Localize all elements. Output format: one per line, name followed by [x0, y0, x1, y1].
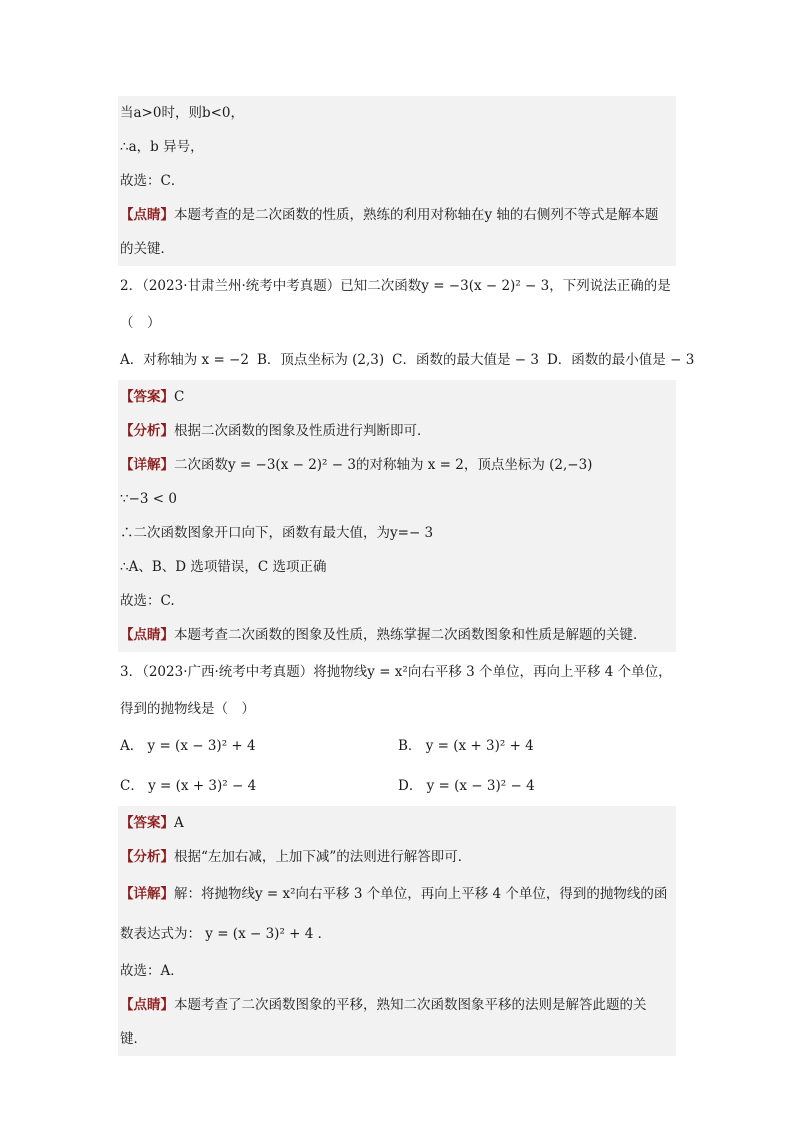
analysis-tag: 【分析】 — [120, 849, 174, 865]
solution-line: 当a>0时，则b<0， — [120, 105, 244, 121]
question-2-options — [118, 340, 695, 380]
detail-text: 二次函数y = −3(x − 2)² − 3的对称轴为 x = 2，顶点坐标为 (2,−3) — [174, 457, 593, 473]
comment-line-cont: 键． — [120, 1031, 147, 1047]
option-d: D．函数的最小值是 − 3 — [546, 352, 695, 368]
comment-line — [118, 198, 676, 232]
detail-text: 解：将抛物线y = x²向右平移 3 个单位，再向上平移 4 个单位，得到的抛物线的函 — [174, 886, 668, 902]
detail-tag: 【详解】 — [120, 886, 174, 902]
option-a: A． y = (x − 3)² + 4 — [120, 738, 256, 754]
option-b: B．顶点坐标为 (2,3) — [256, 352, 385, 368]
analysis-tag: 【分析】 — [120, 423, 174, 439]
solution-line: 故选：A． — [120, 963, 184, 979]
comment-line — [118, 618, 676, 652]
solution-block-2 — [118, 380, 676, 652]
question-3-options-row-2 — [118, 766, 676, 806]
analysis-line — [118, 840, 676, 874]
solution-line: ∵−3 < 0 — [120, 491, 177, 507]
solution-line: ∴a，b 异号， — [120, 139, 204, 155]
answer-tag: 【答案】 — [120, 389, 174, 405]
solution-block-3 — [118, 806, 676, 1056]
solution-line: 故选：C. — [120, 593, 175, 609]
comment-tag: 【点睛】 — [120, 207, 174, 223]
answer-tag: 【答案】 — [120, 815, 174, 831]
comment-text: 本题考查了二次函数图象的平移，熟知二次函数图象平移的法则是解答此题的关 — [174, 997, 647, 1013]
solution-line: ∴二次函数图象开口向下，函数有最大值，为y=− 3 — [120, 525, 434, 541]
comment-line — [118, 988, 676, 1022]
solution-line: ∴A、B、D 选项错误，C 选项正确 — [120, 559, 327, 575]
option-c: C． y = (x + 3)² − 4 — [120, 778, 257, 794]
solution-line: 故选：C． — [120, 173, 185, 189]
comment-line: 的关键． — [120, 241, 174, 257]
analysis-text: 根据“左加右减，上加下减”的法则进行解答即可． — [174, 849, 472, 865]
comment-tag: 【点睛】 — [120, 997, 174, 1013]
answer-value: A — [174, 815, 184, 831]
option-b: B． y = (x + 3)² + 4 — [398, 738, 534, 754]
answer-line — [118, 806, 676, 840]
option-d: D． y = (x − 3)² − 4 — [398, 778, 535, 794]
detail-line — [118, 874, 676, 914]
option-a: A．对称轴为 x = −2 — [120, 352, 249, 368]
comment-text: 本题考查二次函数的图象及性质，熟练掌握二次函数图象和性质是解题的关键． — [174, 627, 647, 643]
option-c: C．函数的最大值是 − 3 — [392, 352, 539, 368]
answer-line — [118, 380, 676, 414]
detail-line-cont: 数表达式为： y = (x − 3)² + 4 ． — [120, 926, 332, 942]
detail-tag: 【详解】 — [120, 457, 174, 473]
analysis-line — [118, 414, 676, 448]
question-2-stem: 2．（2023·甘肃兰州·统考中考真题）已知二次函数y = −3(x − 2)² − 3，下列说法正确的是 — [120, 278, 671, 294]
solution-block-1 — [118, 96, 676, 266]
document-page — [118, 96, 695, 1056]
comment-text: 本题考查的是二次函数的性质，熟练的利用对称轴在y 轴的右侧列不等式是解本题 — [174, 207, 659, 223]
question-3-stem-cont: 得到的抛物线是（ ） — [120, 701, 255, 717]
question-2-paren: （ ） — [120, 315, 161, 331]
comment-tag: 【点睛】 — [120, 627, 174, 643]
question-3-options-row-1 — [118, 726, 676, 766]
answer-value: C — [174, 389, 185, 405]
detail-line — [118, 448, 676, 482]
question-3-stem: 3．（2023·广西·统考中考真题）将抛物线y = x²向右平移 3 个单位，再向上平移 4 个单位， — [120, 664, 672, 680]
analysis-text: 根据二次函数的图象及性质进行判断即可． — [174, 423, 431, 439]
